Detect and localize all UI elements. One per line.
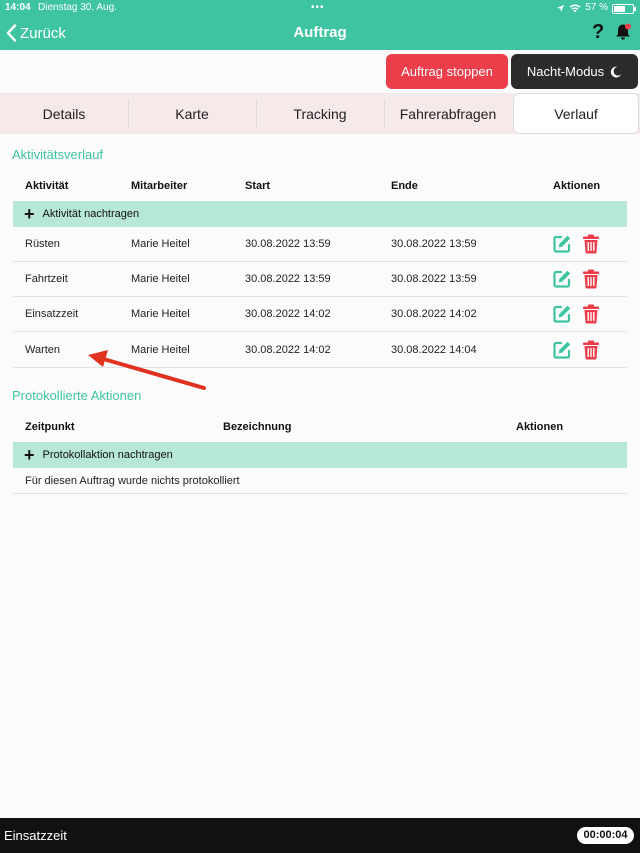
protocol-header-description: Bezeichnung <box>223 421 292 433</box>
stop-order-button[interactable]: Auftrag stoppen <box>386 54 508 89</box>
footer-bar <box>0 818 640 853</box>
protocol-section-title: Protokollierte Aktionen <box>12 388 142 403</box>
activity-header-end: Ende <box>391 180 418 192</box>
activity-header-employee: Mitarbeiter <box>131 180 188 192</box>
tab-karte[interactable]: Karte <box>128 93 256 134</box>
activity-start: 30.08.2022 14:02 <box>245 308 331 320</box>
protocol-empty-row <box>13 468 627 494</box>
back-chevron-icon <box>6 24 17 42</box>
activity-header-activity: Aktivität <box>25 180 69 192</box>
protocol-header-actions: Aktionen <box>516 421 564 433</box>
multitask-dots-icon[interactable]: ••• <box>311 2 325 13</box>
activity-name: Fahrtzeit <box>25 273 68 285</box>
tab-verlauf[interactable]: Verlauf <box>513 93 639 134</box>
activity-end: 30.08.2022 13:59 <box>391 238 477 250</box>
activity-start: 30.08.2022 14:02 <box>245 344 331 356</box>
edit-icon[interactable] <box>552 234 572 259</box>
add-activity-label: Aktivität nachtragen <box>42 208 140 220</box>
activity-row <box>13 262 627 297</box>
location-arrow-icon <box>556 4 565 13</box>
tab-tracking[interactable]: Tracking <box>256 93 384 134</box>
back-label: Zurück <box>20 24 66 42</box>
status-right <box>556 0 634 16</box>
trash-icon[interactable] <box>582 269 600 294</box>
wifi-icon <box>569 4 581 13</box>
activity-row <box>13 297 627 332</box>
add-protocol-button[interactable] <box>13 442 627 468</box>
activity-employee: Marie Heitel <box>131 308 190 320</box>
bell-icon[interactable] <box>614 23 632 46</box>
tab-fahrerabfragen[interactable]: Fahrerabfragen <box>384 93 512 134</box>
activity-timer: 00:00:04 <box>577 827 634 844</box>
status-bar <box>0 0 640 16</box>
battery-percent: 57 % <box>585 2 608 13</box>
top-bar <box>0 0 640 50</box>
status-time: 14:04 <box>5 2 31 13</box>
add-protocol-label: Protokollaktion nachtragen <box>42 449 173 461</box>
moon-icon <box>610 66 622 78</box>
plus-icon: + <box>24 204 35 224</box>
activity-start: 30.08.2022 13:59 <box>245 238 331 250</box>
battery-icon <box>612 4 634 14</box>
edit-icon[interactable] <box>552 269 572 294</box>
help-icon[interactable]: ? <box>592 21 605 43</box>
activity-start: 30.08.2022 13:59 <box>245 273 331 285</box>
activity-name: Einsatzzeit <box>25 308 79 320</box>
tab-details[interactable]: Details <box>42 105 86 122</box>
add-activity-button[interactable] <box>13 201 627 227</box>
night-mode-button[interactable] <box>511 54 638 89</box>
activity-employee: Marie Heitel <box>131 344 190 356</box>
activity-name: Warten <box>25 344 61 356</box>
trash-icon[interactable] <box>582 340 600 365</box>
night-mode-label: Nacht-Modus <box>526 64 605 79</box>
activity-employee: Marie Heitel <box>131 238 190 250</box>
activity-end: 30.08.2022 13:59 <box>391 273 477 285</box>
status-date: Dienstag 30. Aug. <box>38 2 117 13</box>
trash-icon[interactable] <box>582 304 600 329</box>
page-title: Auftrag <box>293 24 347 41</box>
activity-name: Rüsten <box>25 238 60 250</box>
activity-row <box>13 227 627 262</box>
activity-header-start: Start <box>245 180 271 192</box>
activity-employee: Marie Heitel <box>131 273 190 285</box>
trash-icon[interactable] <box>582 234 600 259</box>
plus-icon: + <box>24 445 35 465</box>
activity-end: 30.08.2022 14:04 <box>391 344 477 356</box>
protocol-header-time: Zeitpunkt <box>25 421 75 433</box>
edit-icon[interactable] <box>552 340 572 365</box>
activity-header-actions: Aktionen <box>553 180 601 192</box>
edit-icon[interactable] <box>552 304 572 329</box>
back-button[interactable] <box>6 22 66 44</box>
tab-bar <box>0 93 640 134</box>
current-activity-label: Einsatzzeit <box>4 828 67 843</box>
activity-section-title: Aktivitätsverlauf <box>12 147 104 162</box>
activity-end: 30.08.2022 14:02 <box>391 308 477 320</box>
protocol-empty-text: Für diesen Auftrag wurde nichts protokolliert <box>25 475 240 487</box>
